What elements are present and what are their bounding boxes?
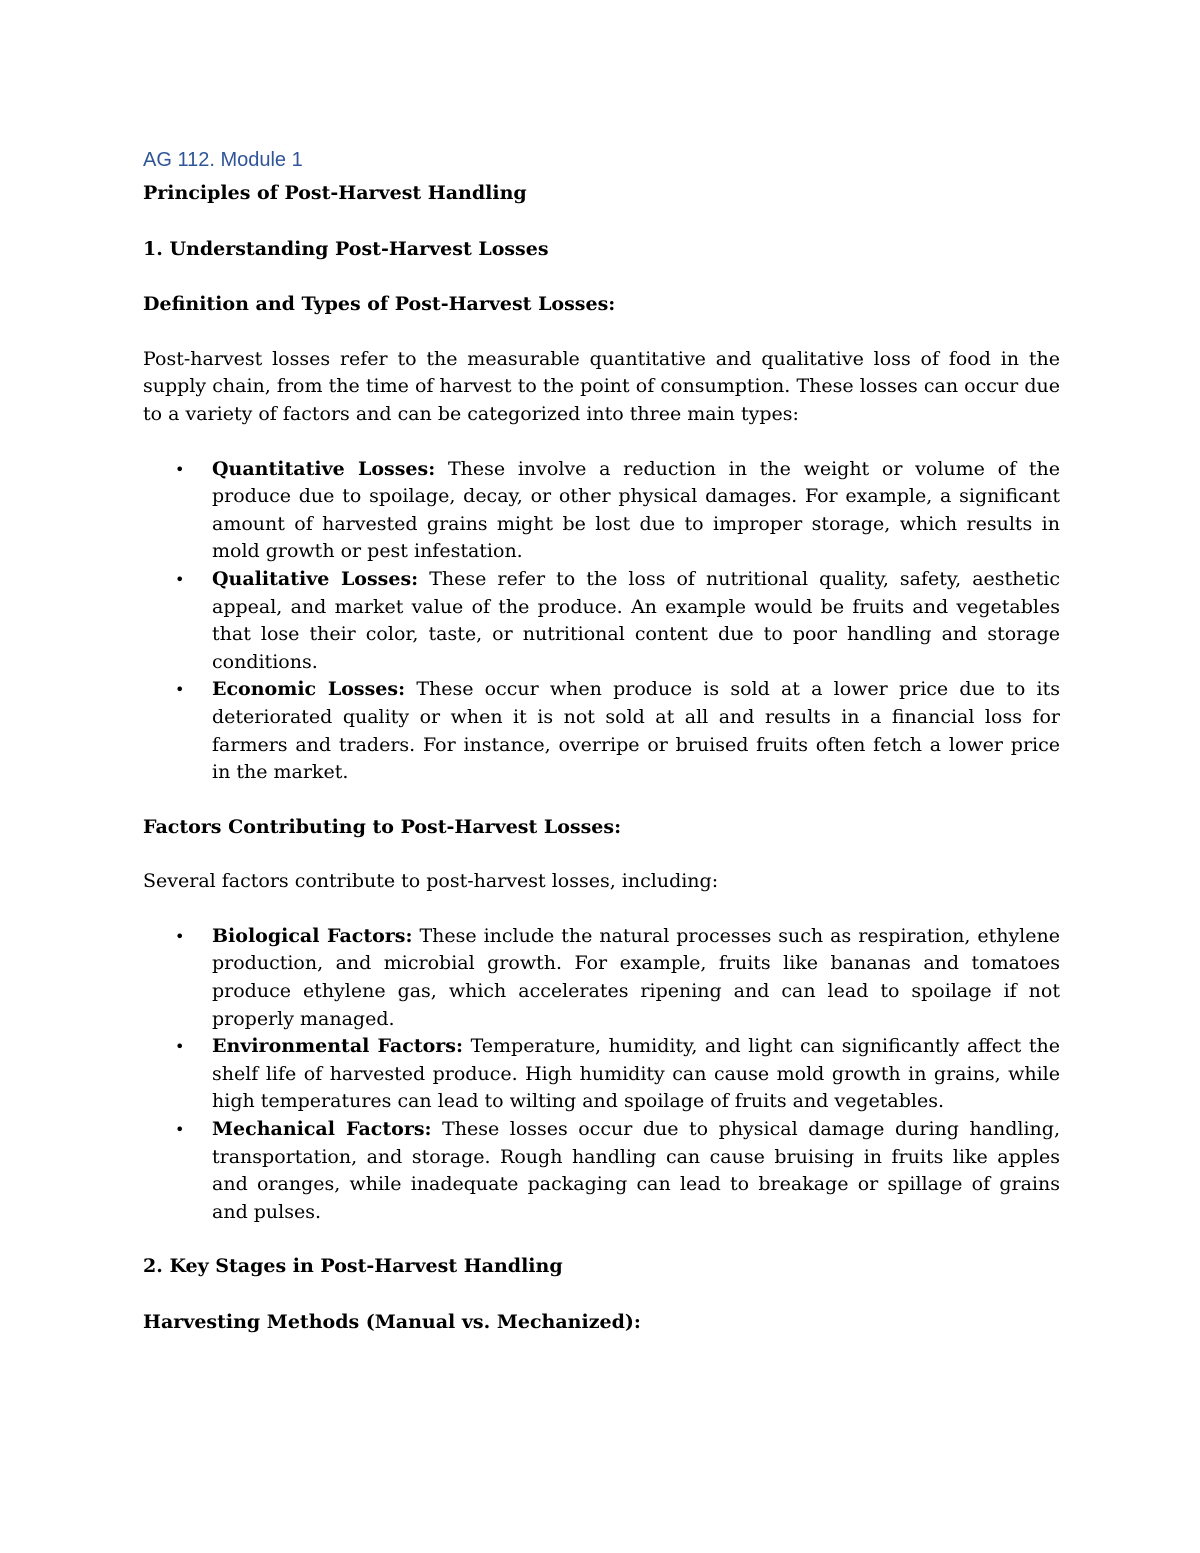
list-item — [143, 676, 1060, 786]
section-1-heading: 1. Understanding Post-Harvest Losses — [143, 237, 549, 260]
factors-heading: Factors Contributing to Post-Harvest Losses: — [143, 815, 622, 838]
bullet-icon: • — [175, 680, 185, 700]
list-item-term: Quantitative Losses: — [212, 457, 436, 480]
document-page — [143, 140, 1060, 1364]
list-item — [143, 1116, 1060, 1226]
list-item-text: These occur when produce is sold at a lower price due to its deteriorated quality or when it is not sold at all and results in a financial loss for farmers and traders. For instance, overripe or bruised fruits often fetch a lower price in the market. — [212, 678, 1060, 784]
factors-list — [143, 923, 1060, 1227]
list-item-text: These losses occur due to physical damage during handling, transportation, and storage. Rough handling can cause bruising in fruits like apples and oranges, while inadequate packaging can lead to breakage or spillage of grains and pulses. — [212, 1118, 1060, 1223]
definition-intro: Post-harvest losses refer to the measurable quantitative and qualitative loss of food in the supply chain, from the time of harvest to the point of consumption. These losses can occur due to a variety of factors and can be categorized into three main types: — [143, 347, 1060, 425]
harvesting-methods-heading: Harvesting Methods (Manual vs. Mechanized): — [143, 1311, 641, 1333]
list-item-term: Biological Factors: — [212, 924, 413, 947]
list-item — [143, 456, 1060, 566]
bullet-icon: • — [175, 1037, 185, 1057]
course-label: AG 112. Module 1 — [143, 149, 303, 171]
list-item-text: These refer to the loss of nutritional quality, safety, aesthetic appeal, and market value of the produce. An example would be fruits and vegetables that lose their color, taste, or nutritional content due to poor handling and storage conditions. — [212, 567, 1060, 673]
factors-intro: Several factors contribute to post-harvest losses, including: — [143, 870, 719, 893]
list-item — [143, 566, 1060, 676]
list-item-text: Temperature, humidity, and light can significantly affect the shelf life of harvested produce. High humidity can cause mold growth in grains, while high temperatures can lead to wilting and spoilage of fruits and vegetables. — [212, 1035, 1060, 1113]
definition-heading: Definition and Types of Post-Harvest Losses: — [143, 293, 616, 316]
bullet-icon: • — [175, 926, 185, 946]
bullet-icon: • — [175, 569, 185, 589]
list-item-text: These include the natural processes such as respiration, ethylene production, and microbial growth. For example, fruits like bananas and tomatoes produce ethylene gas, which accelerates ripening and can lead to spoilage if not properly managed. — [212, 924, 1060, 1030]
list-item-term: Qualitative Losses: — [212, 567, 419, 590]
document-title: Principles of Post-Harvest Handling — [143, 182, 527, 204]
bullet-icon: • — [175, 1120, 185, 1140]
list-item-term: Mechanical Factors: — [212, 1118, 432, 1141]
bullet-icon: • — [175, 459, 185, 479]
list-item — [143, 1033, 1060, 1116]
list-item-term: Environmental Factors: — [212, 1035, 464, 1058]
list-item — [143, 923, 1060, 1033]
list-item-text: These involve a reduction in the weight or volume of the produce due to spoilage, decay, or other physical damages. For example, a significant amount of harvested grains might be lost due to improper storage, which results in mold growth or pest infestation. — [212, 457, 1060, 563]
list-item-term: Economic Losses: — [212, 678, 406, 701]
section-2-heading: 2. Key Stages in Post-Harvest Handling — [143, 1255, 563, 1278]
loss-types-list — [143, 456, 1060, 787]
